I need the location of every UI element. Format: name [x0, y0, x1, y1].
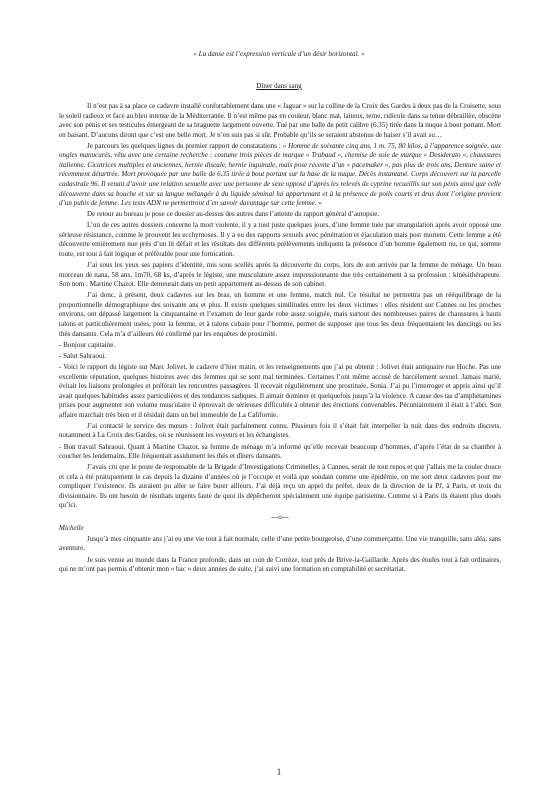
paragraph: J’ai donc, à présent, deux cadavres sur les bras, un homme et une femme, match nul. Ce résultat ne permettra pas un rééquilibrage de la proportionnelle démographique des soixante ans et plus. Il existe quelques similitudes entre les deux victimes : elles résident sur Cannes ou les proches environs, ont dépassé largement la cinquantaine et l’examen de leur garde robe assez soignée, mais surtout des nombreuses paires de chaussures à hauts talons et particulièrement usées, pour la femme, et à talons cubain pour l’homme, permet de supposer que tous les deux fréquentaient les dancings ou les thés dansants. Cela m’a d’ailleurs été confirmé par les enquêtes de proximité.: [59, 291, 501, 338]
paragraph: Il n’est pas à sa place ce cadavre installé confortablement dans une « Jaguar » sur la colline de la Croix des Gardes à deux pas de la Croisette, sous le soleil radieux et face au bleu intense de la Méditerranée. Il n’est même pas en couleur, blanc mat, laiteux, terne, ridicule dans sa tenue débraillée, obscène avec son pénis et ses testicules émergeant de sa braguette largement ouverte. Tué par une balle de petit calibre (6.35) tirée dans la nuque à bout portant. Mort en baisant. D’aucuns diront que c’est une belle mort. Je n’en suis pas si sûr. Probable qu’ils se seraient abstenus de baiser s’il avait su…: [59, 102, 501, 139]
paragraph: L’un de ces autres dossiers concerne la mort violente, il y a tout juste quelques jours, d’une femme tuée par strangulation après avoir opposé une sérieuse résistance, comme le prouvent les ecchymoses. Il y a eu des rapports sexuels avec pénétration et éjaculation mais post mortem. Cette femme a été découverte entièrement nue près d’un lit défait et les résultats des différents prélèvements indiquent la présence d’un homme également nu, ce qui, somme toute, est tout à fait logique et préférable pour une fornication.: [59, 221, 501, 258]
paragraph-report-intro: Je parcours les quelques lignes du premier rapport de constatations : « Homme de soixante cinq ans, 1 m. 75, 80 kilos, à l’apparence soignée, aux ongles manucurés, vêtu avec une certaine recherche : costume trois pièces de marque « Trabaud », chemise de soie de marque « Desiderato », chaussures italienne. Cicatrices multiples et anciennes, hernie discale, hernie inguinale, mais pose récente d’un « pacemaker », pas plus de trois ans. Denture saine et récemment détartrée. Mort provoquée par une balle de 6.35 tirée à bout portant sur la base de la nuque. Décès instantané. Corps découvert sur la parcelle cadastrale 96. Il venait d’avoir une relation sexuelle avec une personne de sexe opposé d’après les relevés de cyprine recueillis sur son pénis ainsi que celle découverte dans sa bouche et sur sa langue mélangée à du liquide séminal lui appartenant et à la présence de poils courts et drus dont l’origine provient d’un pubis de femme. Les tests ADN ne permettront d’en savoir davantage sur cette femme. »: [59, 141, 502, 208]
paragraph: J’avais cru que le poste de responsable de la Brigade d’Investigations Criminelles, à Cannes, serait de tout repos et que j’allais me la couler douce et cela a été pratiquement le cas depuis la dizaine d’années où je l’occupe et voilà que soudain comme une épidémie, on me sort deux cadavres pour me compliquer l’existence. Ils auraient pu aller se faire buter ailleurs. J’ai déjà reçu un appel du préfet, deux de la direction de la PJ, à Paris, et trois du divisionnaire. Ils ont besoin de résultats urgents faute de quoi ils dépêcheront spécialement une équipe parisienne. Comme si à Paris ils étaient plus doués qu’ici.: [59, 463, 501, 510]
section-title: Michelle: [59, 523, 84, 532]
page-number: 1: [276, 767, 282, 777]
dialogue-line: - Voici le rapport du légiste sur Marc Jolivet, le cadavre d’hier matin, et les renseignements que j’ai pu obtenir : Jolivet était antiquaire rue Hoche. Pas une excellente réputation, quelques histoires avec des femmes qui se sont mal terminées. Certaines l’ont même accusé de harcèlement sexuel. Jamais marié, évitait les liaisons prolongées et préférait les rencontres passagères. Il recevait régulièrement une prostituée, Sonia. J’ai pu l’interroger et appris ainsi qu’il avait quelques habitudes assez particulières et des tendances sadiques. Il aimait dominer et quelquefois jusqu’à la violence. A cause des tas d’amphétamines prises pour augmenter son volume musculaire il éprouvait de sérieuses difficultés à obtenir des érections convenables. Pécuniairement il était à l’abri. Son affaire marchait très bien et il résidait dans un bel immeuble de La Californie.: [59, 362, 501, 419]
dialogue-line: - Salut Sahraoui.: [59, 351, 107, 360]
dialogue-line: - Bonjour capitaine.: [59, 340, 116, 349]
paragraph: Jusqu’à mes cinquante ans j’ai eu une vie tout à fait normale, celle d’une petite bourgeoise, d’une commerçante. Une vie tranquille, sans aléa, sans aventure.: [59, 534, 501, 553]
paragraph: Je suis venue au monde dans la France profonde, dans un coin de Corrèze, tout près de Brive-la-Gaillarde. Après des études tout à fait ordinaires, qui ne m’ont pas permis d’obtenir mon « bac » deux années de suite, j’ai suivi une formation en comptabilité et secrétariat.: [59, 555, 501, 574]
epigraph: « La danse est l’expression verticale d’un désir horizontal. »: [193, 50, 365, 58]
section-separator: ---o---: [271, 512, 289, 521]
report-quote: « Homme de soixante cinq ans, 1 m. 75, 80 kilos, à l’apparence soignée, aux ongles manucurés, vêtu avec une certaine recherche : costume trois pièces de marque « Trabaud », chemise de soie de marque « Desiderato », chaussures italienne. Cicatrices multiples et anciennes, hernie discale, hernie inguinale, mais pose récente d’un « pacemaker », pas plus de trois ans. Denture saine et récemment détartrée. Mort provoquée par une balle de 6.35 tirée à bout portant sur la base de la nuque. Décès instantané. Corps découvert sur la parcelle cadastrale 96. Il venait d’avoir une relation sexuelle avec une personne de sexe opposé d’après les relevés de cyprine recueillis sur son pénis ainsi que celle découverte dans sa bouche et sur sa langue mélangée à du liquide séminal lui appartenant et à la présence de poils courts et drus dont l’origine provient d’un pubis de femme. Les tests ADN ne permettront d’en savoir davantage sur cette femme. »: [59, 141, 502, 208]
chapter-title: Dîner dans sang: [256, 82, 302, 90]
paragraph: J’ai sous les yeux ses papiers d’identité, mis sous scellés après la découverte du corps, lors de son arrivée par la femme de ménage. Un beau morceau de nana, 58 ans, 1m70, 68 ks, d’après le légiste, une musculature assez impressionnante due très certainement à sa profession : kinésithérapeute. Son nom : Martine Chazot. Elle demeurait dans un petit appartement au-dessus de son cabinet.: [59, 261, 501, 289]
paragraph: J’ai contacté le service des mœurs : Jolivet était parfaitement connu. Plusieurs fois il s’était fait interpeller la nuit dans des endroits discrets, notamment à La Croix des Gardes, où se réunissent les voyeurs et les échangistes.: [59, 421, 501, 440]
body-text: [59, 102, 501, 576]
paragraph: De retour au bureau je pose ce dossier au-dessus des autres dans l’attente du rapport général d’autopsie.: [87, 210, 380, 219]
dialogue-line: - Bon travail Sahraoui. Quant à Martine Chazot, sa femme de ménage m’a informé qu’elle recevait beaucoup d’hommes, d’après l’état de sa chambre à coucher les lendemains. Elle fréquentait assidument les thés et dîners dansants.: [59, 442, 501, 461]
